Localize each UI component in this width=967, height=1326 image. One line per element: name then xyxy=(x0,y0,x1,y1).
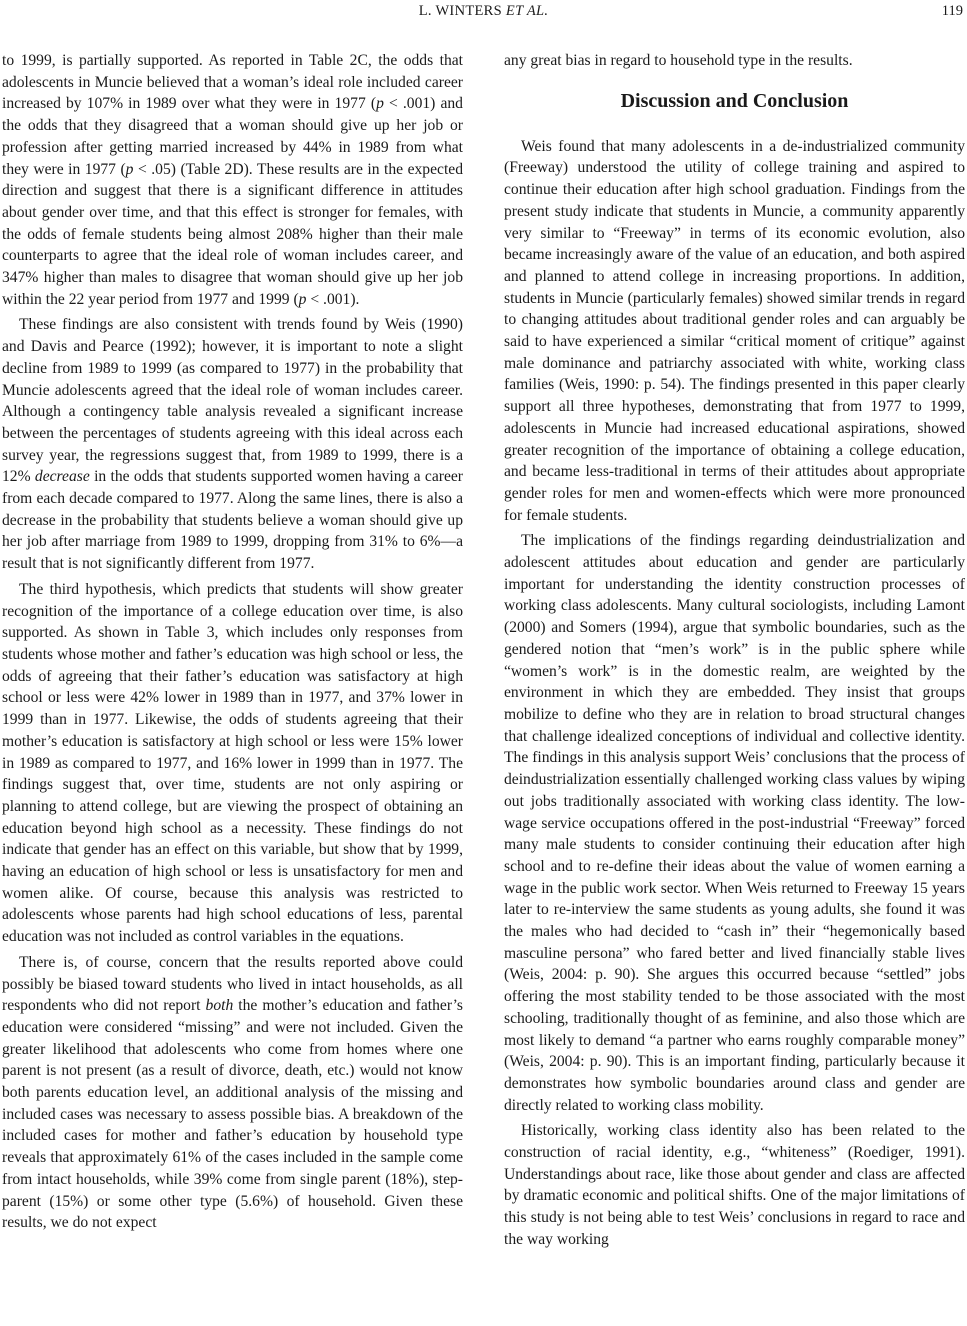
italic-run: p xyxy=(298,290,307,308)
right-column xyxy=(504,50,965,1255)
text-run: < .05) (Table 2D). These results are in the expected direction and suggest that there is a significant difference in attitudes about gender over time, and that this effect is stronger for females, with the odds of female students being almost 208% higher than their male counterparts to agree that the ideal role of woman includes career, and 347% higher than males to disagree that woman should give up her job within the 22 year period from 1977 and 1999 ( xyxy=(2,160,463,308)
paragraph-consistency-trends xyxy=(2,314,463,574)
author-etal: ET AL. xyxy=(505,3,549,19)
text-run: These findings are also consistent with trends found by Weis (1990) and Davis and Pearce (1992); however, it is important to note a slight decline from 1989 to 1999 (as compared to 1977) in the probability that Muncie adolescents agreed that the ideal role of woman includes career. Although a contingency table analysis revealed a significant increase between the percentages of students agreeing with this ideal across each survey year, the regressions suggest that, from 1989 to 1999, there is a 12% xyxy=(2,316,463,486)
paragraph-discussion-weis: Weis found that many adolescents in a de-industrialized community (Freeway) understood the utility of college training and aspired to continue their education after high school graduation. Findings from the present study indicate that students in Muncie, a community apparently very similar to “Freeway” in terms of its economic evolution, also became increasingly aware of the value of an education, and both aspired and planned to attend college in increasing proportions. In addition, students in Muncie (particularly females) showed similar trends in regard to changing attitudes about traditional gender roles and can arguably be said to have experienced a similar “critical moment of critique” against male dominance and patriarchy associated with white, working class families (Weis, 1990: p. 54). The findings presented in this paper clearly support all three hypotheses, demonstrating that from 1977 to 1999, adolescents in Muncie had increased educational aspirations, showed greater recognition of the importance of obtaining a college education, and became less-traditional in terms of their attitudes about appropriate gender roles for men and women-effects which were more pronounced for female students. xyxy=(504,137,965,524)
italic-run: both xyxy=(205,997,234,1015)
paragraph-continuation: any great bias in regard to household type in the results. xyxy=(504,52,853,69)
italic-run: p xyxy=(125,160,134,178)
italic-run: p xyxy=(376,95,384,113)
italic-run: decrease xyxy=(34,468,90,486)
running-head-authors xyxy=(0,3,967,20)
page-number: 119 xyxy=(941,3,963,19)
text-run: There is, of course, concern that the results reported above could possibly be biased toward students who lived in intact households, as all respondents who did not report xyxy=(2,953,463,1015)
paragraph-third-hypothesis: The third hypothesis, which predicts that students will show greater recognition of the importance of a college education over time, is also supported. As shown in Table 3, which includes only responses from students whose mother and father’s education was high school or less, the odds of agreeing that their father’s education was satisfactory at high school or less were 42% lower in 1989 than in 1977, and 37% lower in 1999 than in 1977. Likewise, the odds of students agreeing that their mother’s education is satisfactory at high school or less were 15% lower in 1989 as compared to 1977, and 16% lower in 1999 than in 1977. The findings suggest that, over time, students are not only aspiring or planning to attend college, but are viewing the prospect of obtaining an education beyond high school as a necessity. These findings do not indicate that gender has an effect on this variable, but show that by 1999, having an education of high school or less is unsatisfactory for men and women alike. Of course, because this analysis was restricted to adolescents whose parents had high school educations of less, parental education was not included as control variables in the equations. xyxy=(2,580,463,946)
text-run: < .001) and the odds that they disagreed that a woman should give up her job or profession after getting married increased by 44% in 1989 from what they were in 1977 ( xyxy=(2,95,463,178)
text-run: < .001). xyxy=(306,290,360,308)
text-run: the mother’s education and father’s education were considered “missing” and were not included. Given the greater likelihood that adolescents who come from homes where one parent is not present (as a result of divorce, death, etc.) would not know both parents education level, an additional analysis of the missing and included cases was necessary to assess possible bias. A breakdown of the included cases for mother and father’s education by household type reveals that approximately 61% of the cases included in the sample come from intact households, while 39% come from single parent (18%), step-parent (15%) or some other type (5.6%) of household. Given these results, we do not expect xyxy=(2,997,463,1232)
text-run: to 1999, is partially supported. As reported in Table 2C, the odds that adolescents in Muncie believed that a woman’s ideal role included career increased by 107% in 1989 over what they were in 1977 ( xyxy=(2,52,463,113)
paragraph-hypothesis-two-results xyxy=(2,50,463,310)
text-run: in the odds that students supported women having a career from each decade compared to 1977. Along the same lines, there is also a decrease in the probability that students believe a woman should give up her job after marriage from 1989 to 1999, dropping from 31% to 6%—a result that is not significantly different from 1977. xyxy=(2,468,463,573)
author-name: L. WINTERS xyxy=(418,3,506,19)
section-heading: Discussion and Conclusion xyxy=(620,89,849,112)
paragraph-implications: The implications of the findings regarding deindustrialization and adolescent attitudes about education and gender are particularly important for understanding the identity construction processes of working class adolescents. Many cultural sociologists, including Lamont (2000) and Somers (1994), argue that symbolic boundaries, such as the gendered notion that “men’s work” is in the public sphere while “women’s work” is in the domestic realm, are weighted by the environment in which they are embedded. They insist that groups mobilize to define who they are in relation to broad structural changes that challenge idealized conceptions of individual and collective identity. The findings in this analysis support Weis’ conclusions that the process of deindustrialization essentially challenged working class values by wiping out jobs traditionally associated with working class identity. The low-wage service occupations offered in the post-industrial “Freeway” forced many male students to consider continuing their education after high school and to re-define their ideas about the value of women earning a wage in the public work sector. When Weis returned to Freeway 15 years later to re-interview the same students as young adults, she found it was the males who had decided to “cash in” their “hegemonically based masculine persona” who fared better and lived financially stable lives (Weis, 2004: p. 90). She argues this occurred because “settled” jobs offering the most stability tended to be those associated with the most schooling, traditionally thought of as feminine, and also those which are most likely to demand “a partner who earns roughly comparable money” (Weis, 2004: p. 90). This is an important finding, particularly because it demonstrates how symbolic boundaries around class and gender are directly related to working class mobility. xyxy=(504,532,965,1114)
running-header xyxy=(0,0,967,30)
paragraph-bias-concern xyxy=(2,952,463,1234)
paragraph-racial-identity: Historically, working class identity also has been related to the construction of racial identity, e.g., “whiteness” (Roediger, 1991). Understandings about race, like those about gender and class are affected by dramatic economic and political shifts. One of the major limitations of this study is not being able to test Weis’ conclusions in regard to race and the way working xyxy=(504,1122,965,1248)
left-column xyxy=(2,50,463,1238)
